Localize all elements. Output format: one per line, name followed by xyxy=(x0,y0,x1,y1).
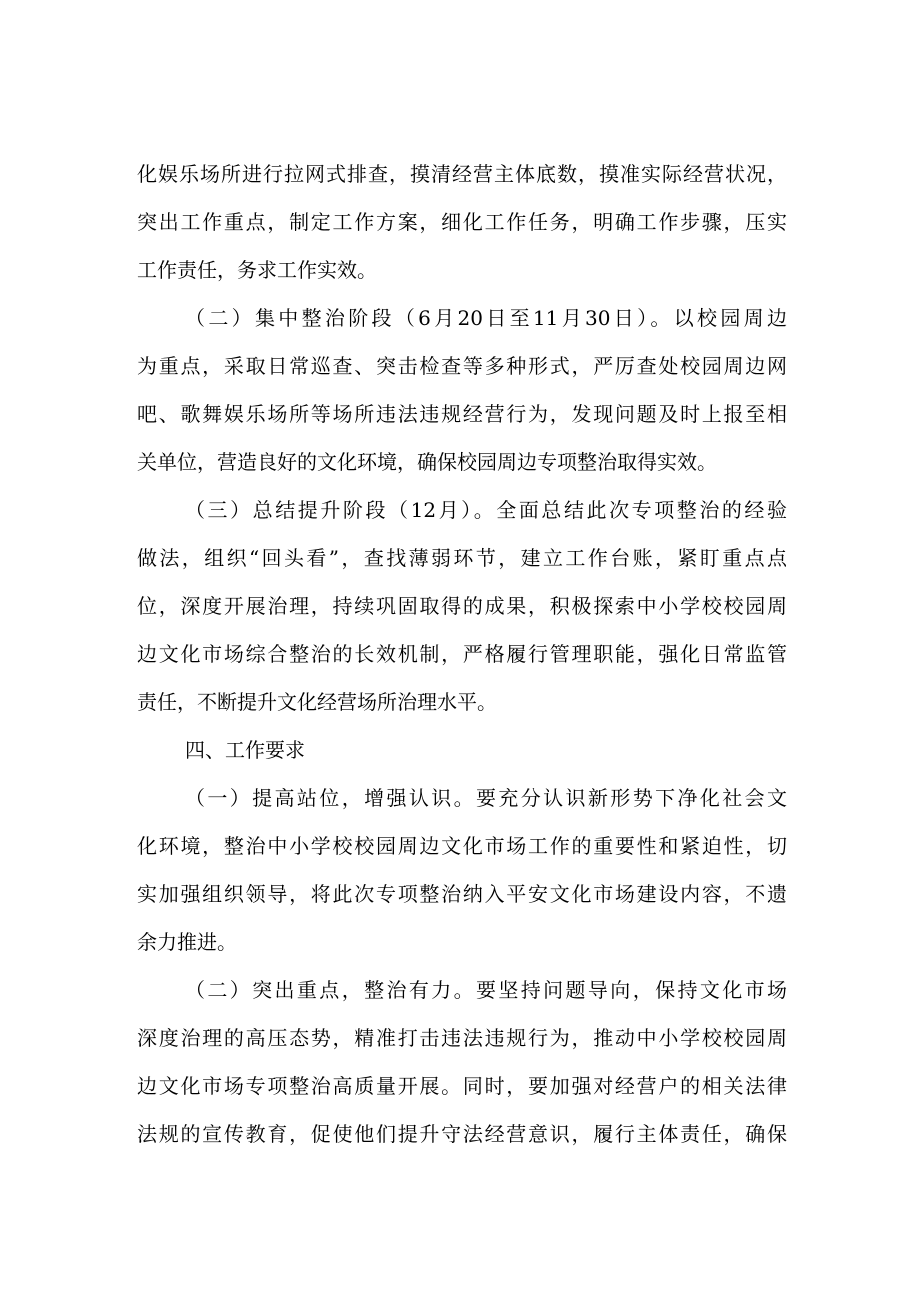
paragraph-line: 为重点，采取日常巡查、突击检查等多种形式，严厉查处校园周边网 xyxy=(137,354,787,378)
paragraph-line: （一）提高站位，增强认识。要充分认识新形势下净化社会文 xyxy=(185,786,787,810)
paragraph-line: 责任，不断提升文化经营场所治理水平。 xyxy=(137,690,497,714)
paragraph-line: 化娱乐场所进行拉网式排查，摸清经营主体底数，摸准实际经营状况， xyxy=(137,162,787,186)
paragraph-line: 边文化市场专项整治高质量开展。同时，要加强对经营户的相关法律 xyxy=(137,1074,787,1098)
paragraph-line: 位，深度开展治理，持续巩固取得的成果，积极探索中小学校校园周 xyxy=(137,594,787,618)
paragraph-line: 法规的宣传教育，促使他们提升守法经营意识，履行主体责任，确保 xyxy=(137,1122,787,1146)
paragraph-line: 实加强组织领导，将此次专项整治纳入平安文化市场建设内容，不遗 xyxy=(137,882,787,906)
section-heading: 四、工作要求 xyxy=(185,738,305,762)
paragraph-line: 突出工作重点，制定工作方案，细化工作任务，明确工作步骤，压实 xyxy=(137,210,787,234)
paragraph-line: 深度治理的高压态势，精准打击违法违规行为，推动中小学校校园周 xyxy=(137,1026,787,1050)
paragraph-line: 工作责任，务求工作实效。 xyxy=(137,258,377,282)
paragraph-line: 吧、歌舞娱乐场所等场所违法违规经营行为，发现问题及时上报至相 xyxy=(137,402,787,426)
paragraph-line: （三）总结提升阶段（12月）。全面总结此次专项整治的经验 xyxy=(185,498,787,522)
paragraph-line: 做法，组织“回头看”，查找薄弱环节，建立工作台账，紧盯重点点 xyxy=(137,546,787,570)
paragraph-line: 关单位，营造良好的文化环境，确保校园周边专项整治取得实效。 xyxy=(137,450,717,474)
paragraph-line: （二）突出重点，整治有力。要坚持问题导向，保持文化市场 xyxy=(185,978,787,1002)
paragraph-line: 化环境，整治中小学校校园周边文化市场工作的重要性和紧迫性，切 xyxy=(137,834,787,858)
paragraph-line: （二）集中整治阶段（6月20日至11月30日）。以校园周边 xyxy=(185,306,787,330)
paragraph-line: 边文化市场综合整治的长效机制，严格履行管理职能，强化日常监管 xyxy=(137,642,787,666)
paragraph-line: 余力推进。 xyxy=(137,930,237,954)
